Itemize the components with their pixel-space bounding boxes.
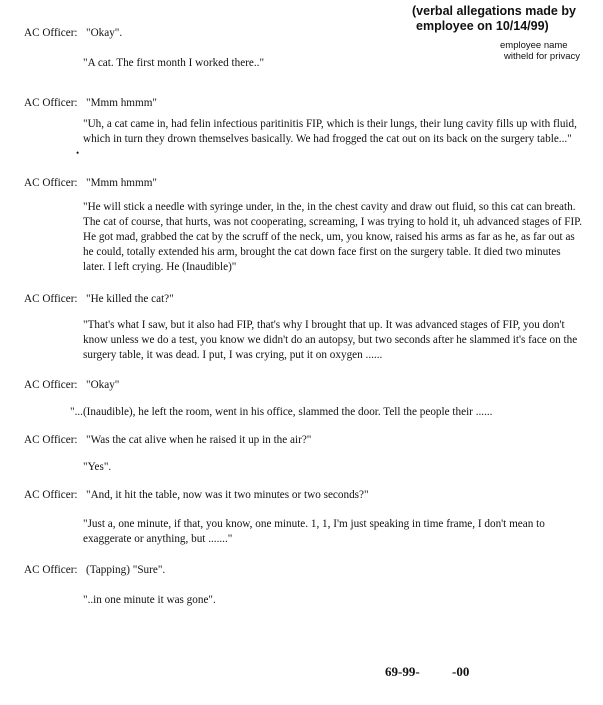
speaker-label: AC Officer: — [24, 379, 78, 391]
officer-line-1 — [24, 26, 122, 41]
speaker-label: AC Officer: — [24, 97, 78, 109]
employee-reply-3: "He will stick a needle with syringe under, in the, in the chest cavity and draw out fluid, so this cat can breath. The cat of course, that hurts, was not cooperating, screaming, I was trying to hold it, uh advanced stages of FIP. He got mad, grabbed the cat by the scruff of the neck, um, you know, raised his arms as far as he, as far out as he could, totally extended his arm, brought the cat down face first on the surgery table. It died two minutes later. I left crying. He (Inaudible)" — [83, 201, 582, 273]
officer-line-7 — [24, 488, 369, 503]
officer-line-3 — [24, 176, 157, 191]
employee-reply-8: "..in one minute it was gone". — [83, 594, 216, 606]
officer-line-4 — [24, 292, 174, 307]
stray-mark: • — [76, 148, 80, 158]
speaker-label: AC Officer: — [24, 177, 78, 189]
officer-quote: "Was the cat alive when he raised it up in the air?" — [86, 434, 312, 446]
speaker-label: AC Officer: — [24, 434, 78, 446]
officer-quote: "He killed the cat?" — [86, 293, 174, 305]
speaker-label: AC Officer: — [24, 27, 78, 39]
employee-reply-5: "...(Inaudible), he left the room, went in his office, slammed the door. Tell the people their ...... — [70, 406, 493, 418]
officer-quote: (Tapping) "Sure". — [86, 564, 166, 576]
officer-quote: "Okay" — [86, 379, 120, 391]
speaker-label: AC Officer: — [24, 564, 78, 576]
officer-line-2 — [24, 96, 157, 111]
employee-reply-4: "That's what I saw, but it also had FIP, that's why I brought that up. It was advanced stages of FIP, you don't know unless we do a test, you know we didn't do an autopsy, but two seconds after he slammed it's face on the surgery table, it was dead. I put, I was crying, put it on oxygen ...... — [83, 319, 578, 361]
employee-reply-6: "Yes". — [83, 461, 112, 473]
case-number-suffix: -00 — [452, 664, 470, 679]
speaker-label: AC Officer: — [24, 293, 78, 305]
privacy-note-line2: witheld for privacy — [504, 51, 581, 62]
allegation-note — [400, 4, 600, 34]
officer-line-6 — [24, 433, 311, 448]
employee-reply-2: "Uh, a cat came in, had felin infectious paritinitis FIP, which is their lungs, their lung cavity fills up with fluid, which in turn they drown themselves basically. We had frogged the cat out on its back on the surgery table..." — [83, 118, 577, 145]
speaker-label: AC Officer: — [24, 489, 78, 501]
case-number-prefix: 69-99- — [385, 664, 420, 679]
officer-quote: "Mmm hmmm" — [86, 177, 157, 189]
officer-quote: "Okay". — [86, 27, 123, 39]
allegation-note-line2: employee on 10/14/99) — [416, 19, 549, 33]
privacy-note-line1: employee name — [500, 40, 568, 51]
employee-reply-7: "Just a, one minute, if that, you know, one minute. 1, 1, I'm just speaking in time frame, I don't mean to exaggerate or anything, but ......." — [83, 518, 545, 545]
employee-reply-1: "A cat. The first month I worked there.." — [83, 57, 265, 69]
officer-line-5 — [24, 378, 119, 393]
officer-line-8 — [24, 563, 165, 578]
allegation-note-line1: (verbal allegations made by — [412, 4, 576, 18]
officer-quote: "And, it hit the table, now was it two minutes or two seconds?" — [86, 489, 369, 501]
officer-quote: "Mmm hmmm" — [86, 97, 157, 109]
